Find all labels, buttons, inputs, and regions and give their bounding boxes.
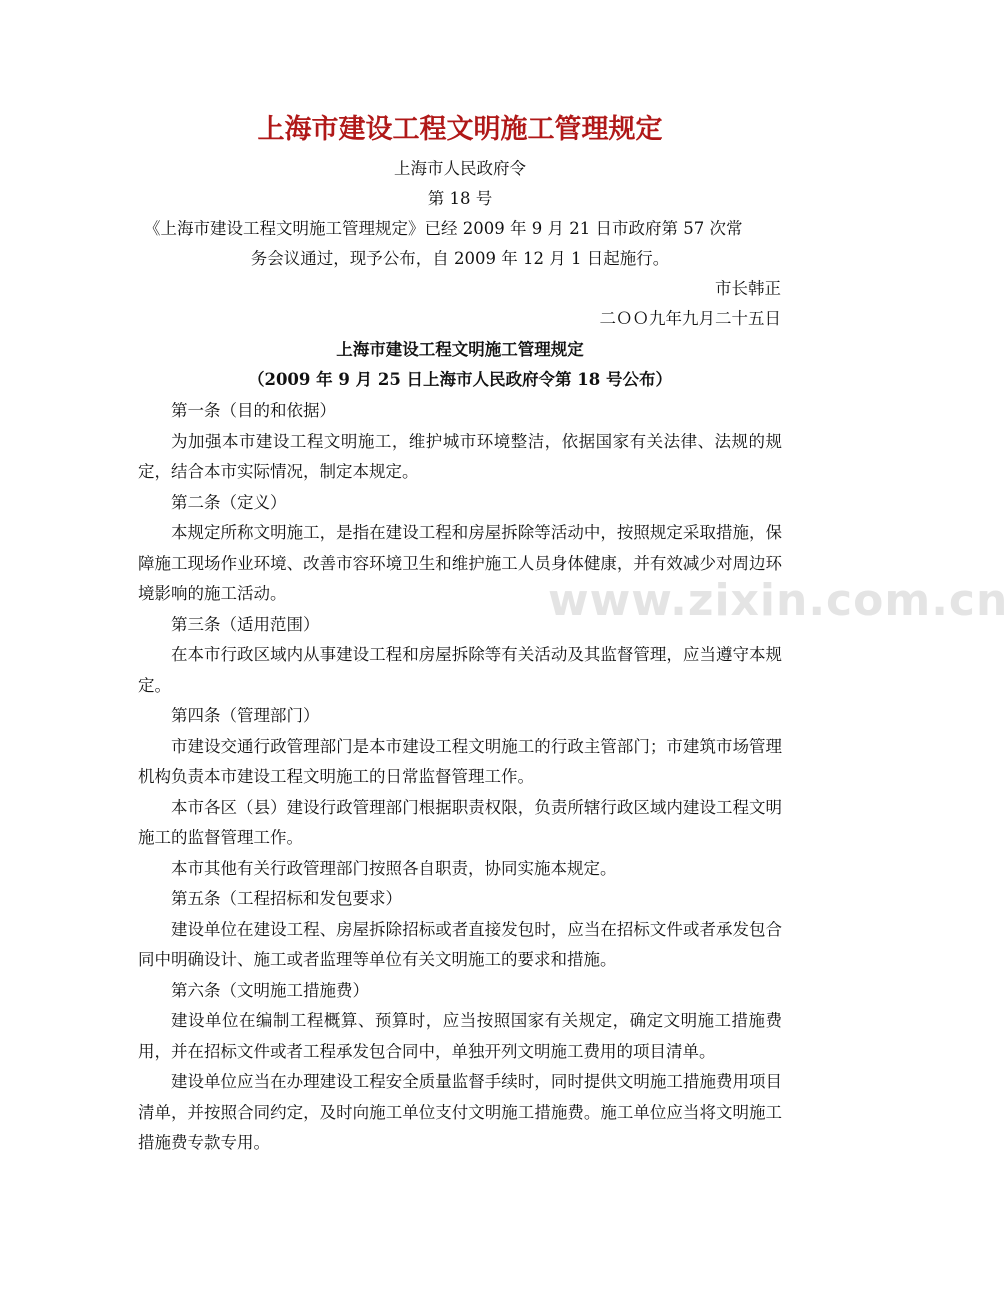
publication-note: （2009 年 9 月 25 日上海市人民政府令第 18 号公布） — [247, 370, 673, 389]
article-4-paragraph-2: 本市各区（县）建设行政管理部门根据职责权限，负责所辖行政区域内建设工程文明施工的监督管理工作。 — [138, 797, 782, 847]
article-2-paragraph-1: 本规定所称文明施工，是指在建设工程和房屋拆除等活动中，按照规定采取措施，保障施工现场作业环境、改善市容环境卫生和维护施工人员身体健康，并有效减少对周边环境影响的施工活动。 — [138, 523, 782, 603]
article-4-paragraph-3: 本市其他有关行政管理部门按照各自职责，协同实施本规定。 — [171, 858, 617, 878]
article-4-paragraph-1: 市建设交通行政管理部门是本市建设工程文明施工的行政主管部门；市建筑市场管理机构负责本市建设工程文明施工的日常监督管理工作。 — [138, 736, 782, 786]
article-1-heading: 第一条（目的和依据） — [171, 401, 336, 420]
issuer-line: 上海市人民政府令 — [394, 159, 526, 178]
article-6-heading: 第六条（文明施工措施费） — [171, 980, 369, 1000]
article-5-heading: 第五条（工程招标和发包要求） — [171, 889, 402, 908]
regulation-subtitle: 上海市建设工程文明施工管理规定 — [336, 340, 584, 359]
article-4-heading: 第四条（管理部门） — [171, 706, 320, 725]
promulgation-intro-line-1: 《上海市建设工程文明施工管理规定》已经 2009 年 9 月 21 日市政府第 57 次常 — [144, 219, 743, 238]
order-number: 第 18 号 — [427, 189, 493, 208]
article-3-paragraph-1: 在本市行政区域内从事建设工程和房屋拆除等有关活动及其监督管理，应当遵守本规定。 — [138, 645, 782, 695]
promulgation-intro-line-2: 务会议通过，现予公布，自 2009 年 12 月 1 日起施行。 — [250, 249, 670, 268]
article-5-paragraph-1: 建设单位在建设工程、房屋拆除招标或者直接发包时，应当在招标文件或者承发包合同中明确设计、施工或者监理等单位有关文明施工的要求和措施。 — [138, 919, 782, 969]
article-2-heading: 第二条（定义） — [171, 492, 287, 512]
articles-body — [138, 396, 782, 1159]
article-6-paragraph-1: 建设单位在编制工程概算、预算时，应当按照国家有关规定，确定文明施工措施费用，并在招标文件或者工程承发包合同中，单独开列文明施工费用的项目清单。 — [138, 1011, 782, 1061]
document-title: 上海市建设工程文明施工管理规定 — [257, 114, 663, 145]
article-6-paragraph-2: 建设单位应当在办理建设工程安全质量监督手续时，同时提供文明施工措施费用项目清单，并按照合同约定，及时向施工单位支付文明施工措施费。施工单位应当将文明施工措施费专款专用。 — [138, 1072, 782, 1152]
article-3-heading: 第三条（适用范围） — [171, 614, 320, 634]
article-1-paragraph-1: 为加强本市建设工程文明施工，维护城市环境整洁，依据国家有关法律、法规的规定，结合本市实际情况，制定本规定。 — [138, 431, 782, 481]
signer-line: 市长韩正 — [715, 279, 781, 298]
site-watermark: www.zixin.com.cn — [548, 575, 1008, 626]
issue-date: 二ＯＯ九年九月二十五日 — [599, 309, 781, 328]
